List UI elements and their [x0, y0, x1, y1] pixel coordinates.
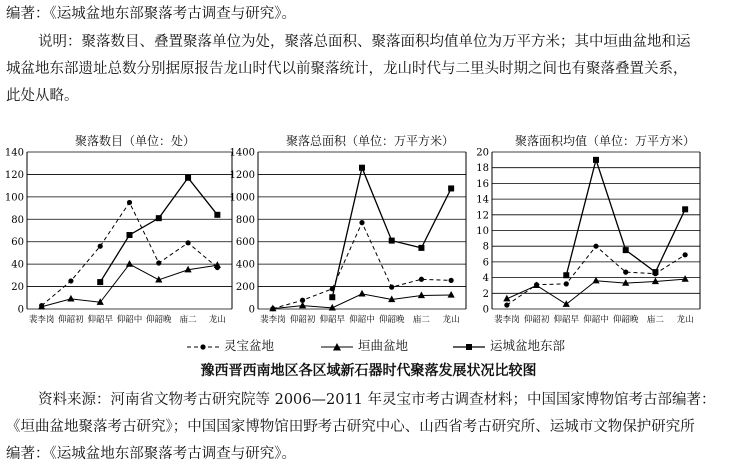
chart-3-y-tick-label: 20	[476, 147, 489, 159]
chart-1-point-lingbao	[185, 240, 190, 245]
chart-2-series-line-yuncheng	[332, 168, 451, 298]
chart-2-point-yuncheng	[418, 245, 424, 251]
chart-3-point-lingbao	[593, 244, 598, 249]
chart-2-y-tick-label: 600	[235, 237, 255, 249]
note-line-1: 说明：聚落数目、叠置聚落单位为处，聚落总面积、聚落面积均值单位为万平方米；其中垣曲盆地和运	[38, 34, 691, 50]
chart-2-x-tick-label: 仰韶晚	[378, 315, 405, 325]
chart-3-y-tick-label: 6	[482, 257, 489, 269]
legend-swatch-yuncheng	[452, 341, 486, 353]
chart-2-point-yuncheng	[389, 238, 395, 244]
chart-3-x-tick-label: 庙二	[646, 315, 664, 325]
chart-1-y-tick-label: 120	[4, 169, 24, 181]
chart-1-point-yuncheng	[127, 232, 133, 238]
chart-1-x-tick-label: 仰韶早	[87, 315, 113, 325]
chart-3-point-yuncheng	[652, 269, 658, 275]
chart-1-point-yuanqu	[214, 261, 221, 268]
chart-3-title: 聚落面积均值（单位：万平方米）	[514, 134, 695, 148]
chart-3-y-tick-label: 4	[482, 273, 489, 285]
legend-item-lingbao	[186, 336, 274, 354]
chart-1-y-tick-label: 40	[11, 259, 24, 271]
chart-2-point-lingbao	[449, 278, 454, 283]
chart-1-point-yuncheng	[156, 215, 162, 221]
chart-3-y-tick-label: 18	[476, 163, 489, 175]
legend-swatch-yuanqu	[320, 341, 354, 353]
chart-2-x-tick-label: 龙山	[442, 315, 460, 325]
chart-3-point-lingbao	[564, 281, 569, 286]
chart-2-y-tick-label: 400	[235, 259, 255, 271]
chart-2-y-tick-label: 800	[235, 214, 255, 226]
header-line: 编著：《运城盆地东部聚落考古调查与研究》。	[6, 6, 296, 22]
chart-3-point-yuncheng	[593, 157, 599, 163]
chart-total-area	[225, 140, 475, 325]
chart-3-point-lingbao	[623, 270, 628, 275]
chart-1-y-tick-label: 140	[4, 147, 24, 159]
chart-3-point-lingbao	[504, 302, 509, 307]
note-line-2: 城盆地东部遗址总数分别据原报告龙山时代以前聚落统计，龙山时代与二里头时期之间也有聚落叠置关系，	[6, 61, 688, 77]
chart-3-point-yuncheng	[682, 206, 688, 212]
chart-1-y-tick-label: 20	[11, 282, 24, 294]
chart-3-y-tick-label: 12	[476, 210, 489, 222]
chart-1-series-line-lingbao	[42, 202, 218, 305]
chart-2-title: 聚落总面积（单位：万平方米）	[285, 134, 454, 148]
chart-2-x-tick-label: 仰韶中	[349, 315, 375, 325]
chart-3-y-tick-label: 8	[482, 241, 489, 253]
legend-item-yuanqu	[320, 336, 408, 354]
chart-2-point-yuncheng	[359, 165, 365, 171]
chart-1-point-yuncheng	[214, 212, 220, 218]
chart-3-x-tick-label: 龙山	[676, 315, 694, 325]
chart-1-x-tick-label: 仰韶中	[116, 315, 143, 325]
legend-item-yuncheng	[452, 336, 565, 354]
source-line-2: 《垣曲盆地聚落考古研究》；中国国家博物馆田野考古研究中心、山西省考古研究所、运城市文物保护研究所	[6, 419, 695, 435]
chart-1-point-yuncheng	[185, 175, 191, 181]
chart-2-x-tick-label: 仰韶初	[289, 315, 316, 325]
chart-mean-area	[468, 140, 713, 325]
chart-1-y-tick-label: 100	[4, 192, 24, 204]
chart-3-point-yuncheng	[623, 247, 629, 253]
chart-1-y-tick-label: 80	[11, 214, 24, 226]
chart-1-y-tick-label: 60	[11, 237, 24, 249]
chart-2-point-yuanqu	[448, 291, 455, 298]
chart-3-y-tick-label: 14	[476, 194, 489, 206]
chart-1-y-tick-label: 0	[17, 304, 24, 316]
legend-label-yuncheng: 运城盆地东部	[489, 338, 565, 353]
chart-3-y-tick-label: 2	[482, 288, 489, 300]
chart-2-point-yuanqu	[358, 290, 365, 297]
source-line-3: 编著：《运城盆地东部聚落考古调查与研究》。	[6, 446, 296, 462]
chart-2-y-tick-label: 0	[248, 304, 255, 316]
chart-3-y-tick-label: 16	[476, 178, 489, 190]
chart-3-y-tick-label: 0	[482, 304, 489, 316]
chart-1-title: 聚落数目（单位：处）	[74, 134, 195, 148]
chart-1-x-tick-label: 庙二	[179, 315, 197, 325]
chart-2-x-tick-label: 仰韶早	[319, 315, 346, 325]
chart-1-point-lingbao	[68, 278, 73, 283]
chart-2-point-lingbao	[419, 277, 424, 282]
chart-2-y-tick-label: 1200	[229, 169, 255, 181]
chart-2-point-yuncheng	[329, 294, 335, 300]
chart-2-y-tick-label: 1000	[229, 192, 255, 204]
chart-3-series-line-lingbao	[507, 246, 685, 305]
chart-1-point-lingbao	[127, 200, 132, 205]
chart-1-x-tick-label: 仰韶晚	[146, 315, 172, 325]
chart-settlement-count	[0, 140, 245, 325]
source-line-1: 资料来源：河南省文物考古研究院等 2006—2011 年灵宝市考古调查材料；中国国家博物馆考古部编著：	[38, 392, 716, 408]
figure-caption: 豫西晋西南地区各区域新石器时代聚落发展状况比较图	[200, 363, 537, 379]
chart-2-y-tick-label: 1400	[229, 147, 255, 159]
chart-1-x-tick-label: 仰韶初	[58, 315, 84, 325]
chart-2-y-tick-label: 200	[235, 282, 255, 294]
chart-2-point-yuncheng	[448, 185, 454, 191]
chart-3-x-tick-label: 仰韶晚	[612, 315, 639, 325]
chart-1-point-yuanqu	[67, 295, 74, 302]
chart-3-x-tick-label: 裴李岗	[494, 315, 520, 325]
chart-1-point-lingbao	[156, 260, 161, 265]
legend-label-yuanqu: 垣曲盆地	[357, 338, 408, 353]
chart-1-point-yuncheng	[97, 279, 103, 285]
chart-2-point-lingbao	[359, 220, 364, 225]
chart-3-point-yuanqu	[563, 300, 570, 307]
chart-3-point-yuanqu	[682, 275, 689, 282]
chart-2-point-lingbao	[389, 285, 394, 290]
chart-2-point-yuanqu	[418, 292, 425, 299]
chart-1-point-lingbao	[98, 244, 103, 249]
chart-1-point-yuanqu	[126, 260, 133, 267]
chart-1-x-tick-label: 龙山	[208, 315, 226, 325]
chart-3-x-tick-label: 仰韶中	[583, 315, 609, 325]
chart-3-y-tick-label: 10	[476, 226, 489, 237]
chart-3-point-yuncheng	[563, 272, 569, 278]
chart-2-x-tick-label: 裴李岗	[260, 315, 286, 325]
chart-3-x-tick-label: 仰韶初	[523, 315, 550, 325]
chart-2-point-yuanqu	[299, 302, 306, 309]
legend-swatch-lingbao	[186, 341, 220, 353]
legend-label-lingbao: 灵宝盆地	[223, 338, 274, 353]
note-line-3: 此处从略。	[6, 88, 79, 104]
chart-1-x-tick-label: 裴李岗	[28, 315, 55, 325]
chart-2-x-tick-label: 庙二	[412, 315, 430, 325]
chart-1-series-line-yuncheng	[100, 178, 217, 282]
chart-3-point-lingbao	[683, 252, 688, 257]
chart-3-series-line-yuncheng	[566, 160, 685, 275]
chart-3-x-tick-label: 仰韶早	[553, 315, 580, 325]
